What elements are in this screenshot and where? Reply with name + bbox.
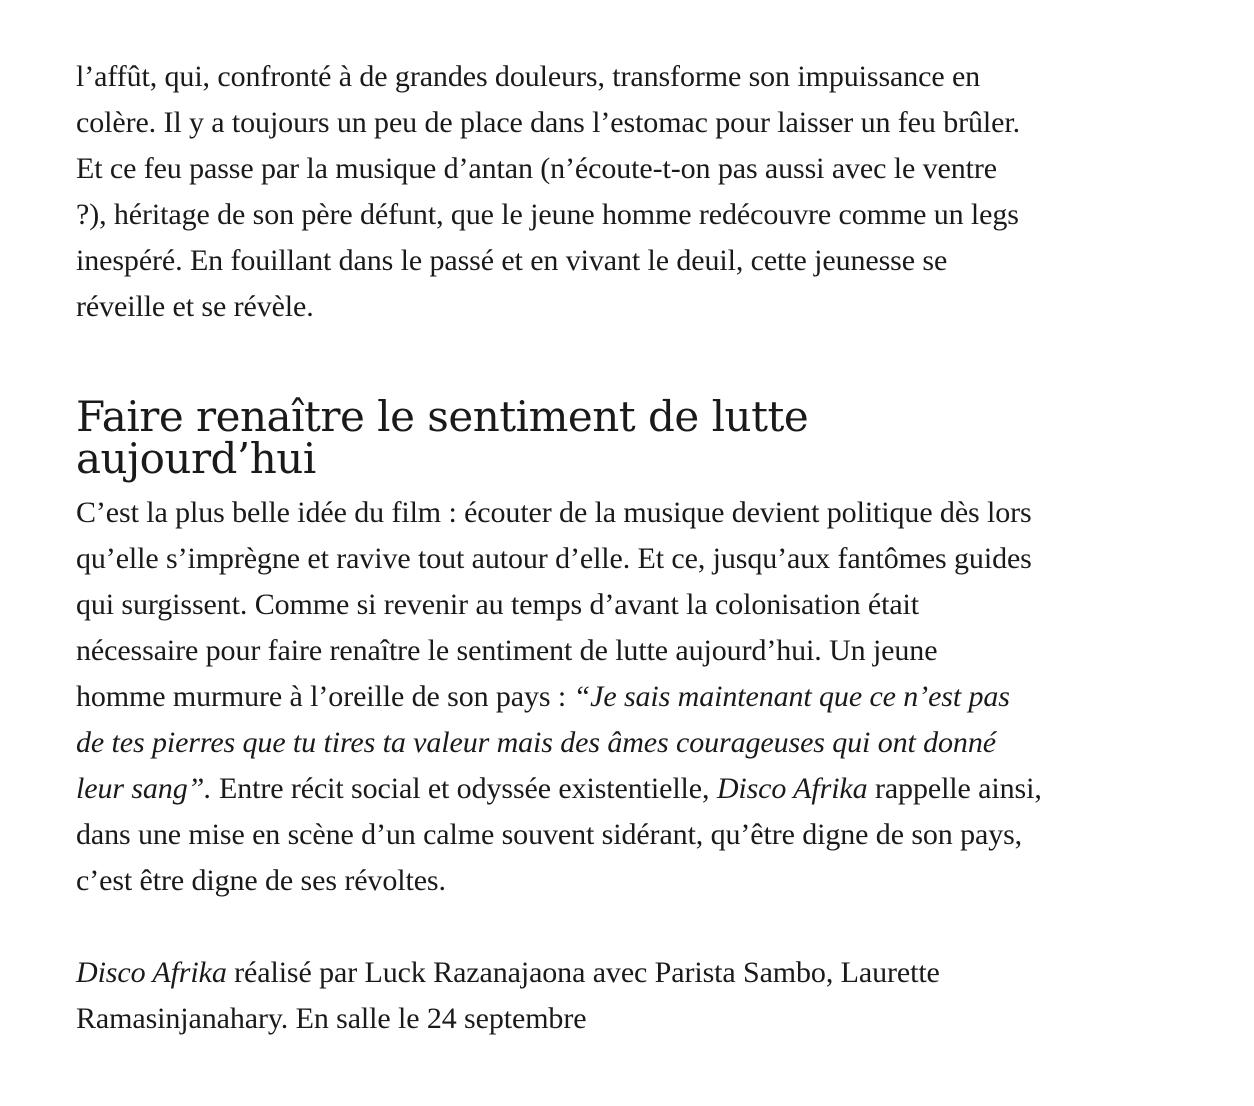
text-line: ?), héritage de son père défunt, que le jeune homme redécouvre comme un legs <box>76 198 1019 231</box>
text-line: Et ce feu passe par la musique d’antan (n’écoute-t-on pas aussi avec le ventre <box>76 152 997 185</box>
heading-line: aujourd’hui <box>76 434 316 483</box>
quote-text: de tes pierres que tu tires ta valeur mais des âmes courageuses qui ont donné <box>76 726 996 759</box>
text-line <box>76 950 1206 996</box>
text-line <box>76 674 1206 720</box>
text-segment: Entre récit social et odyssée existentielle, <box>211 772 717 805</box>
film-title: Disco Afrika <box>716 772 868 805</box>
text-segment: rappelle ainsi, <box>867 772 1042 805</box>
quote-text: leur sang”. <box>76 772 212 805</box>
text-line: réveille et se révèle. <box>76 290 314 323</box>
text-line: C’est la plus belle idée du film : écouter de la musique devient politique dès lors <box>76 496 1032 529</box>
text-line: nécessaire pour faire renaître le sentiment de lutte aujourd’hui. Un jeune <box>76 634 938 667</box>
article-body <box>76 54 1206 1042</box>
paragraph-intro <box>76 54 1206 330</box>
text-line: dans une mise en scène d’un calme souvent sidérant, qu’être digne de son pays, <box>76 818 1023 851</box>
text-line <box>76 766 1206 812</box>
text-line: c’est être digne de ses révoltes. <box>76 864 446 897</box>
text-segment: homme murmure à l’oreille de son pays : <box>76 680 574 713</box>
text-line: Ramasinjanahary. En salle le 24 septembre <box>76 1002 587 1035</box>
text-line: l’affût, qui, confronté à de grandes douleurs, transforme son impuissance en <box>76 60 981 93</box>
heading-line: Faire renaître le sentiment de lutte <box>76 392 809 441</box>
film-title: Disco Afrika <box>76 956 227 989</box>
section-heading <box>76 392 1206 483</box>
paragraph-main <box>76 490 1206 904</box>
text-line: qui surgissent. Comme si revenir au temps d’avant la colonisation était <box>76 588 920 621</box>
text-segment: réalisé par Luck Razanajaona avec Parista Sambo, Laurette <box>226 956 940 989</box>
quote-text: “Je sais maintenant que ce n’est pas <box>573 680 1010 713</box>
text-line <box>76 720 1206 766</box>
text-line: inespéré. En fouillant dans le passé et en vivant le deuil, cette jeunesse se <box>76 244 948 277</box>
text-line: qu’elle s’imprègne et ravive tout autour d’elle. Et ce, jusqu’aux fantômes guides <box>76 542 1032 575</box>
text-line: colère. Il y a toujours un peu de place dans l’estomac pour laisser un feu brûler. <box>76 106 1020 139</box>
film-credits <box>76 950 1206 1042</box>
